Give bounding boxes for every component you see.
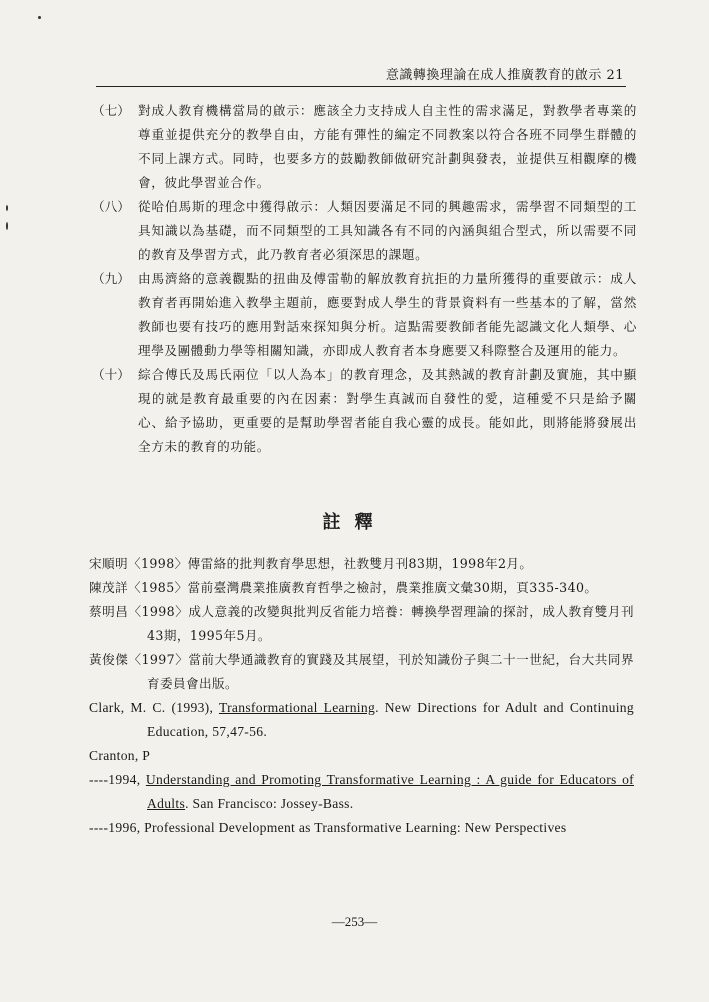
reference-text: ----1994, [89,772,146,787]
item-number: （九） [92,271,130,286]
item-text: 對成人教育機構當局的啟示：應該全力支持成人自主性的需求滿足，對教學者專業的尊重並提供充分的教學自由，方能有彈性的編定不同教案以符合各班不同學生群體的不同上課方式。同時，也要多方的鼓勵教師做研究計劃與發表，並提供互相觀摩的機會，彼此學習並合作。 [138,103,637,190]
scan-mark [6,205,8,211]
reference-text: . New Directions for Adult and Continuing Education, 57,47-56. [147,700,634,739]
running-header [96,62,626,87]
item-text: 綜合傅氏及馬氏兩位「以人為本」的教育理念，及其熱誠的教育計劃及實施，其中顯現的就是教育最重要的內在因素：對學生真誠而自發性的愛，這種愛不只是給予關心、給予協助，更重要的是幫助學習者能自我心靈的成長。能如此，則將能將發展出全方未的教育的功能。 [138,367,637,454]
reference-entry [89,768,634,816]
enumerated-list [92,99,637,459]
page-number: —253— [331,914,378,929]
reference-text: Clark, M. C. (1993), [89,700,219,715]
reference-title: Transformational Learning [218,700,376,715]
item-number: （七） [92,103,130,118]
reference-text: 宋順明〈1998〉傳雷絡的批判教育學思想，社教雙月刊83期，1998年2月。 [89,556,533,571]
running-title: 意識轉換理論在成人推廣教育的啟示 21 [385,68,624,83]
scan-mark [6,222,8,230]
reference-entry [89,696,634,744]
reference-list [89,552,634,840]
reference-text: 蔡明昌〈1998〉成人意義的改變與批判反省能力培養：轉換學習理論的探討，成人教育雙月刊43期，1995年5月。 [89,604,634,643]
item-text: 由馬濟絡的意義觀點的扭曲及傅雷勒的解放教育抗拒的力量所獲得的重要啟示：成人教育者再開始進入教學主題前，應要對成人學生的背景資料有一些基本的了解，當然教師也要有技巧的應用對話來探知與分析。這點需要教師者能先認識文化人類學、心理學及團體動力學等相關知識，亦即成人教育者本身應要又科際整合及運用的能力。 [138,271,637,358]
item-text: 從哈伯馬斯的理念中獲得啟示：人類因要滿足不同的興趣需求，需學習不同類型的工具知識以為基礎，而不同類型的工具知識各有不同的內涵與組合型式，所以需要不同的教育及學習方式，此乃教育者必須深思的課題。 [138,199,637,262]
item-number: （八） [92,199,130,214]
reference-entry [89,816,634,840]
scan-mark [38,16,41,19]
item-number: （十） [92,367,130,382]
reference-text: . San Francisco: Jossey-Bass. [185,796,354,811]
reference-entry [89,600,634,648]
reference-entry [89,552,634,576]
reference-text: 黃俊傑〈1997〉當前大學通識教育的實踐及其展望，刊於知識份子與二十一世紀，台大共同界育委員會出版。 [89,652,634,691]
list-item [92,363,637,459]
reference-entry [89,576,634,600]
list-item [92,195,637,267]
reference-text: ----1996, Professional Development as Transformative Learning: New Perspectives [89,820,567,835]
reference-entry [89,744,634,768]
reference-text: Cranton, P [89,748,151,763]
list-item [92,99,637,195]
reference-text: 陳茂詳〈1985〉當前臺灣農業推廣教育哲學之檢討，農業推廣文彙30期，頁335-340。 [89,580,598,595]
notes-heading: 註釋 [322,512,387,533]
reference-entry [89,648,634,696]
reference-title: Understanding and Promoting Transformative Learning : A guide for Educators of Adults [145,772,635,811]
list-item [92,267,637,363]
